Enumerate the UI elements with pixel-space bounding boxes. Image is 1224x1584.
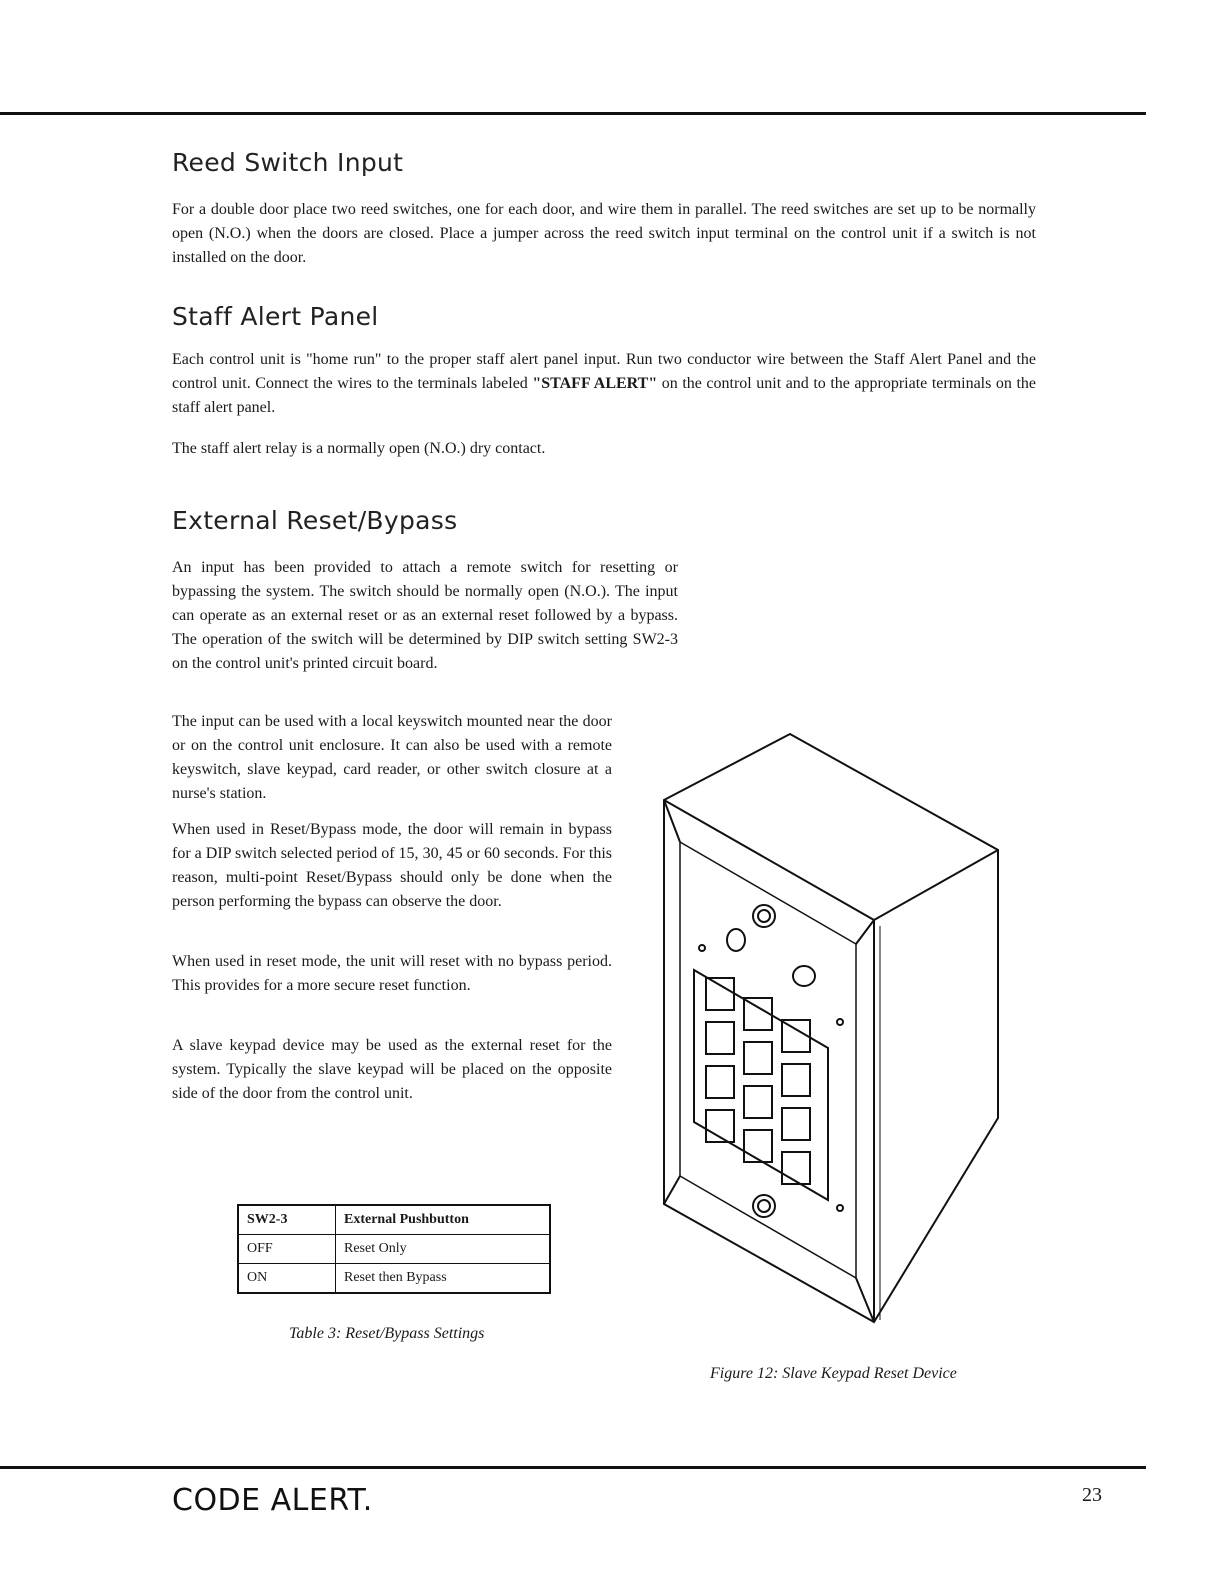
external-reset-paragraph-2: The input can be used with a local keyswitch mounted near the door or on the control unit enclosure. It can also be used with a remote keyswitch, slave keypad, card reader, or other switch closure at a nurse's station. xyxy=(172,713,612,802)
staff-alert-text-1: Each control unit is "home run" to the proper staff alert panel input. Run two conductor wire between the Staff Alert Panel and the control unit. Connect the wires to the terminals labeled xyxy=(172,351,1036,392)
section-title-external-reset: External Reset/Bypass xyxy=(172,506,458,535)
header-rule xyxy=(0,112,1146,115)
staff-alert-paragraph xyxy=(172,348,1036,420)
table-cell: Reset then Bypass xyxy=(336,1264,551,1294)
table-header-cell: External Pushbutton xyxy=(336,1205,551,1235)
reed-switch-paragraph: For a double door place two reed switches, one for each door, and wire them in parallel. The reed switches are set up to be normally open (N.O.) when the doors are closed. Place a jumper across the reed switch input terminal on the control unit if a switch is not installed on the door. xyxy=(172,201,1036,266)
external-reset-paragraph-5: A slave keypad device may be used as the external reset for the system. Typically the slave keypad will be placed on the opposite side of the door from the control unit. xyxy=(172,1037,612,1102)
staff-alert-text-2: on the control unit and to the appropriate terminals on the staff alert panel. xyxy=(172,375,1036,416)
section-title-reed-switch: Reed Switch Input xyxy=(172,148,404,177)
staff-alert-terminal-label: "STAFF ALERT" xyxy=(532,375,658,392)
staff-alert-relay-paragraph: The staff alert relay is a normally open (N.O.) dry contact. xyxy=(172,440,546,457)
table-header-cell: SW2-3 xyxy=(238,1205,336,1235)
figure-caption: Figure 12: Slave Keypad Reset Device xyxy=(710,1365,957,1382)
reset-bypass-settings-table xyxy=(237,1204,551,1294)
table-row xyxy=(238,1235,550,1264)
table-header-row xyxy=(238,1205,550,1235)
table-cell: OFF xyxy=(238,1235,336,1264)
table-cell: ON xyxy=(238,1264,336,1294)
table-cell: Reset Only xyxy=(336,1235,551,1264)
table-row xyxy=(238,1264,550,1294)
section-title-staff-alert: Staff Alert Panel xyxy=(172,302,379,331)
code-alert-logo: CODE ALERT. xyxy=(172,1483,373,1518)
footer-rule xyxy=(0,1466,1146,1469)
external-reset-paragraph-4: When used in reset mode, the unit will reset with no bypass period. This provides for a more secure reset function. xyxy=(172,953,612,994)
slave-keypad-illustration xyxy=(650,730,1010,1330)
page-number: 23 xyxy=(1082,1484,1102,1506)
external-reset-paragraph-1: An input has been provided to attach a remote switch for resetting or bypassing the system. The switch should be normally open (N.O.). The input can operate as an external reset or as an external reset followed by a bypass. The operation of the switch will be determined by DIP switch setting SW2-3 on the control unit's printed circuit board. xyxy=(172,559,678,672)
external-reset-paragraph-3: When used in Reset/Bypass mode, the door will remain in bypass for a DIP switch selected period of 15, 30, 45 or 60 seconds. For this reason, multi-point Reset/Bypass should only be done when the person performing the bypass can observe the door. xyxy=(172,821,612,910)
table-caption: Table 3: Reset/Bypass Settings xyxy=(289,1325,485,1342)
